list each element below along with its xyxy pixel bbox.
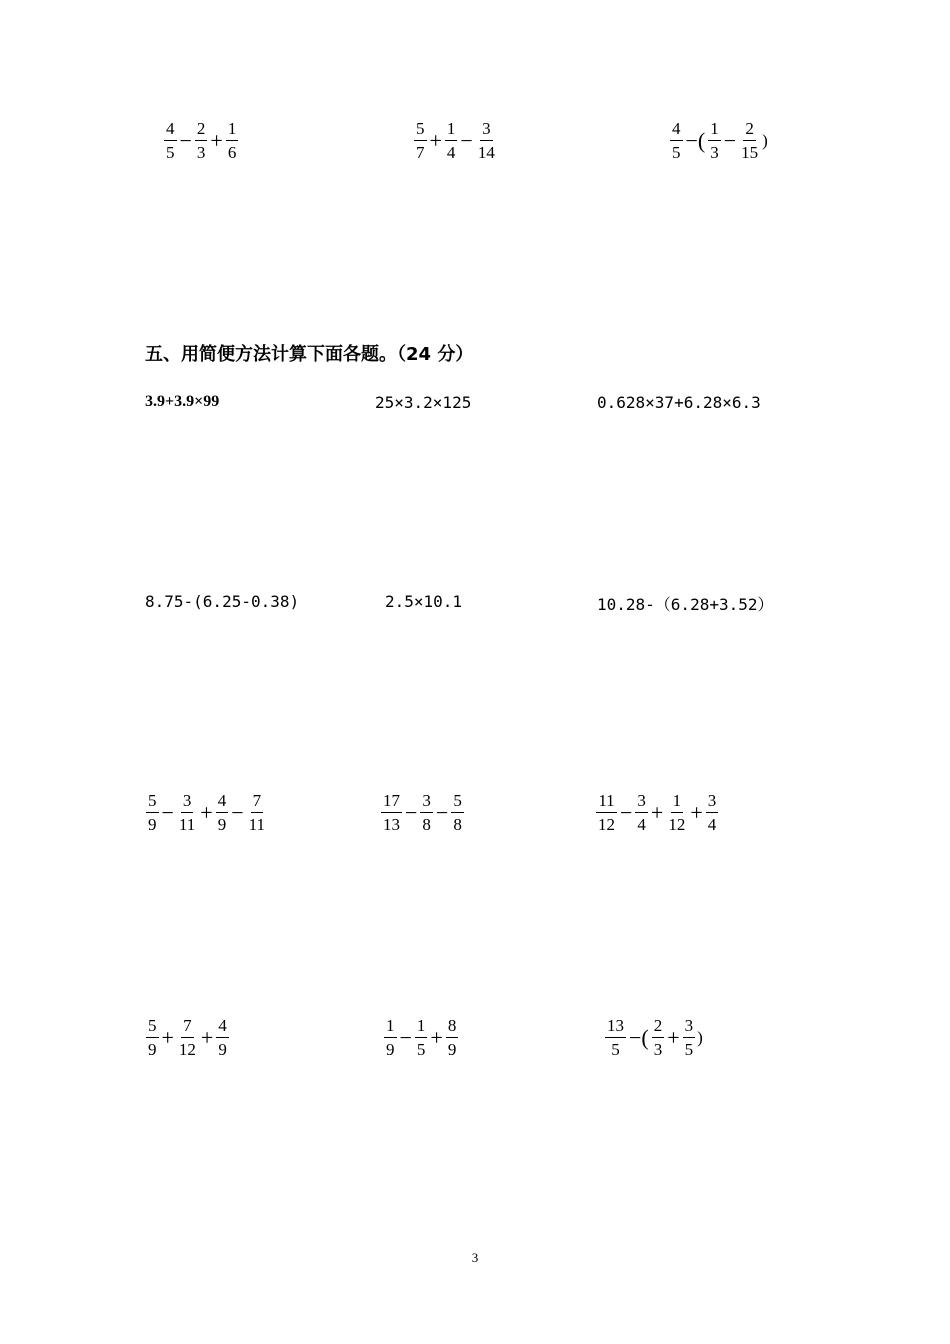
numerator: 1 — [708, 120, 721, 141]
closing-paren: ) — [762, 131, 768, 150]
numerator: 1 — [226, 120, 239, 141]
numerator: 4 — [670, 120, 683, 141]
operator: + — [690, 799, 703, 825]
numerator: 3 — [706, 792, 719, 813]
numerator: 3 — [683, 1017, 696, 1038]
denominator: 9 — [218, 1040, 227, 1059]
operator: + — [667, 1024, 680, 1050]
fraction — [414, 120, 427, 161]
operator: − — [620, 799, 633, 825]
fraction — [683, 1017, 696, 1058]
denominator: 4 — [707, 815, 717, 834]
operator: −( — [685, 127, 706, 153]
operator: − — [405, 799, 418, 825]
denominator: 13 — [383, 815, 400, 834]
operator: −( — [629, 1024, 649, 1050]
fraction — [605, 1017, 626, 1058]
denominator: 8 — [453, 815, 462, 834]
page-number: 3 — [471, 1250, 479, 1265]
denominator: 5 — [166, 143, 175, 162]
numerator: 5 — [146, 1017, 159, 1038]
problem-2-1: 8.75-(6.25-0.38) — [145, 592, 300, 611]
denominator: 9 — [386, 1040, 395, 1059]
fraction — [177, 792, 197, 833]
operator: − — [399, 1024, 412, 1050]
fraction — [216, 1017, 229, 1058]
denominator: 5 — [672, 143, 681, 162]
numerator: 5 — [414, 120, 427, 141]
fraction — [415, 1017, 428, 1058]
fraction — [706, 792, 719, 833]
denominator: 12 — [178, 1040, 196, 1059]
numerator: 1 — [445, 120, 458, 141]
numerator: 7 — [251, 792, 264, 813]
operator: − — [723, 127, 737, 153]
operator: − — [435, 799, 449, 825]
numerator: 1 — [415, 1017, 428, 1038]
denominator: 3 — [710, 143, 719, 162]
denominator: 4 — [446, 143, 456, 162]
fraction — [164, 120, 177, 161]
operator: + — [200, 1024, 214, 1050]
numerator: 2 — [743, 120, 756, 141]
operator: − — [231, 799, 244, 825]
fraction — [195, 120, 208, 161]
denominator: 4 — [637, 815, 646, 834]
denominator: 7 — [416, 143, 425, 162]
numerator: 1 — [384, 1017, 397, 1038]
numerator: 8 — [446, 1017, 459, 1038]
numerator: 3 — [420, 792, 433, 813]
fraction — [739, 120, 760, 161]
operator: + — [200, 799, 213, 825]
numerator: 1 — [671, 792, 684, 813]
denominator: 5 — [416, 1040, 426, 1059]
fraction — [652, 1017, 665, 1058]
section-heading: 五、用简便方法计算下面各题。（24 分） — [145, 344, 474, 365]
fraction — [146, 1017, 159, 1058]
numerator: 5 — [451, 792, 464, 813]
numerator: 11 — [596, 792, 616, 813]
problem-1-3: 0.628×37+6.28×6.3 — [597, 393, 761, 412]
denominator: 3 — [196, 143, 206, 162]
numerator: 3 — [635, 792, 648, 813]
denominator: 12 — [668, 815, 686, 834]
numerator: 13 — [605, 1017, 626, 1038]
denominator: 5 — [684, 1040, 694, 1059]
denominator: 9 — [447, 1040, 457, 1059]
fraction — [226, 120, 239, 161]
denominator: 14 — [477, 143, 495, 162]
fraction — [420, 792, 433, 833]
problem-top-1 — [162, 120, 240, 161]
fraction — [247, 792, 267, 833]
numerator: 3 — [480, 120, 493, 141]
operator: + — [650, 799, 664, 825]
denominator: 9 — [148, 815, 157, 834]
problem-3-2 — [379, 792, 466, 833]
problem-4-3 — [603, 1017, 703, 1058]
numerator: 2 — [195, 120, 208, 141]
denominator: 6 — [227, 143, 237, 162]
operator: + — [429, 127, 442, 153]
numerator: 3 — [181, 792, 194, 813]
numerator: 17 — [381, 792, 402, 813]
operator: + — [161, 1024, 174, 1050]
operator: + — [210, 127, 223, 153]
problem-2-3: 10.28-（6.28+3.52） — [597, 595, 774, 614]
fraction — [596, 792, 617, 833]
problem-1-2: 25×3.2×125 — [375, 393, 472, 412]
fraction — [446, 1017, 459, 1058]
problem-top-2 — [412, 120, 499, 161]
operator: + — [430, 1024, 443, 1050]
numerator: 7 — [181, 1017, 194, 1038]
operator: − — [179, 127, 192, 153]
fraction — [476, 120, 497, 161]
denominator: 9 — [217, 815, 227, 834]
problem-1-1: 3.9+3.9×99 — [145, 393, 220, 410]
operator: − — [161, 799, 174, 825]
operator: − — [460, 127, 473, 153]
problem-4-2 — [382, 1017, 460, 1058]
fraction — [177, 1017, 198, 1058]
fraction — [216, 792, 229, 833]
numerator: 2 — [652, 1017, 665, 1038]
problem-2-2: 2.5×10.1 — [385, 592, 463, 611]
fraction — [666, 792, 687, 833]
numerator: 4 — [164, 120, 177, 141]
fraction — [708, 120, 721, 161]
denominator: 15 — [741, 143, 759, 162]
problem-top-3 — [668, 120, 768, 161]
fraction — [635, 792, 648, 833]
fraction — [381, 792, 402, 833]
closing-paren: ) — [697, 1028, 703, 1047]
fraction — [670, 120, 683, 161]
fraction — [384, 1017, 397, 1058]
denominator: 5 — [611, 1040, 620, 1059]
denominator: 9 — [148, 1040, 157, 1059]
fraction — [146, 792, 159, 833]
denominator: 12 — [598, 815, 615, 834]
denominator: 3 — [653, 1040, 663, 1059]
denominator: 11 — [248, 815, 266, 834]
problem-3-3 — [594, 792, 720, 833]
denominator: 8 — [422, 815, 431, 834]
numerator: 5 — [146, 792, 159, 813]
fraction — [451, 792, 464, 833]
problem-4-1 — [144, 1017, 231, 1058]
fraction — [445, 120, 458, 161]
problem-3-1 — [144, 792, 269, 833]
denominator: 11 — [178, 815, 196, 834]
numerator: 4 — [216, 792, 229, 813]
numerator: 4 — [216, 1017, 229, 1038]
